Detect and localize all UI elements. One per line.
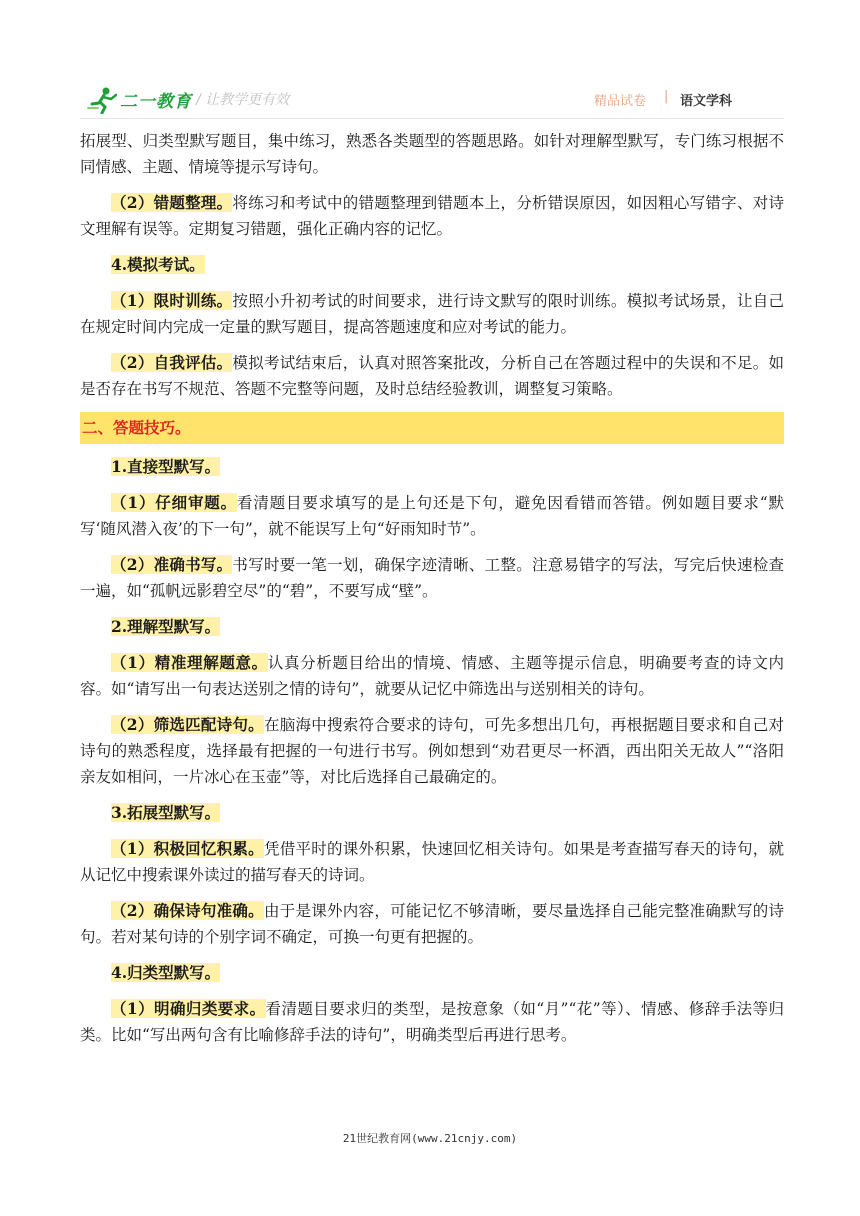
body-paragraph xyxy=(80,836,784,888)
paragraph-text: 书写时要一笔一划，确保字迹清晰、工整。注意易错字的写法，写完后快速检查一遍，如“孤帆远影碧空尽”的“碧”，不要写成“壁”。 xyxy=(80,556,784,600)
paragraph-text: 拓展型、归类型默写题目，集中练习，熟悉各类题型的答题思路。如针对理解型默写，专门练习根据不同情感、主题、情境等提示写诗句。 xyxy=(80,132,784,176)
paragraph-text: 模拟考试结束后，认真对照答案批改，分析自己在答题过程中的失误和不足。如是否存在书写不规范、答题不完整等问题，及时总结经验教训，调整复习策略。 xyxy=(80,354,784,398)
paragraph-lead: （1）明确归类要求。 xyxy=(111,999,266,1018)
subsection-heading-text: 2.理解型默写。 xyxy=(111,617,221,636)
body-paragraph xyxy=(80,712,784,790)
header-divider xyxy=(80,118,784,119)
subsection-heading xyxy=(80,252,784,278)
running-man-logo-icon xyxy=(86,86,120,114)
subsection-heading-text: 4.归类型默写。 xyxy=(111,963,221,982)
body-paragraph xyxy=(80,490,784,542)
body-paragraph xyxy=(80,650,784,702)
subsection-heading xyxy=(80,800,784,826)
paragraph-lead: （2）错题整理。 xyxy=(111,193,233,212)
brand-slogan: / 让教学更有效 xyxy=(196,92,290,108)
paragraph-lead: （2）筛选匹配诗句。 xyxy=(111,715,264,734)
paragraph-lead: （1）精准理解题意。 xyxy=(111,653,268,672)
paragraph-lead: （1）积极回忆积累。 xyxy=(111,839,264,858)
paragraph-text: 看清题目要求填写的是上句还是下句，避免因看错而答错。例如题目要求“默写‘随风潜入夜’的下一句”，就不能误写上句“好雨知时节”。 xyxy=(80,494,784,538)
subsection-heading xyxy=(80,960,784,986)
paragraph-lead: （1）限时训练。 xyxy=(111,291,233,310)
paragraph-lead: （1）仔细审题。 xyxy=(111,493,237,512)
paragraph-lead: （2）准确书写。 xyxy=(111,555,233,574)
page-footer: 21世纪教育网(www.21cnjy.com) xyxy=(342,1132,518,1145)
subsection-heading xyxy=(80,454,784,480)
body-paragraph xyxy=(80,288,784,340)
brand-name: 二一教育 xyxy=(120,92,192,112)
paragraph-text: 按照小升初考试的时间要求，进行诗文默写的限时训练。模拟考试场景，让自己在规定时间内完成一定量的默写题目，提高答题速度和应对考试的能力。 xyxy=(80,292,784,336)
body-paragraph xyxy=(80,128,784,180)
subsection-heading xyxy=(80,614,784,640)
body-paragraph xyxy=(80,350,784,402)
paragraph-text: 凭借平时的课外积累，快速回忆相关诗句。如果是考查描写春天的诗句，就从记忆中搜索课外读过的描写春天的诗词。 xyxy=(80,840,784,884)
subsection-heading-text: 1.直接型默写。 xyxy=(111,457,221,476)
section-heading: 二、答题技巧。 xyxy=(80,412,784,444)
header-tag-subject: 语文学科 xyxy=(680,94,733,109)
paragraph-text: 将练习和考试中的错题整理到错题本上，分析错误原因，如因粗心写错字、对诗文理解有误等。定期复习错题，强化正确内容的记忆。 xyxy=(80,194,784,238)
page-header xyxy=(80,84,784,116)
subsection-heading-text: 3.拓展型默写。 xyxy=(111,803,221,822)
paragraph-text: 在脑海中搜索符合要求的诗句，可先多想出几句，再根据题目要求和自己对诗句的熟悉程度，选择最有把握的一句进行书写。例如想到“劝君更尽一杯酒，西出阳关无故人”“洛阳亲友如相问，一片冰心在玉壶”等，对比后选择自己最确定的。 xyxy=(80,716,784,786)
body-paragraph xyxy=(80,552,784,604)
paragraph-text: 认真分析题目给出的情境、情感、主题等提示信息，明确要考查的诗文内容。如“请写出一句表达送别之情的诗句”，就要从记忆中筛选出与送别相关的诗句。 xyxy=(80,654,784,698)
body-paragraph xyxy=(80,996,784,1048)
subsection-heading-text: 4.模拟考试。 xyxy=(111,255,205,274)
body-paragraph xyxy=(80,190,784,242)
body-paragraph xyxy=(80,898,784,950)
document-body xyxy=(80,128,784,1058)
paragraph-lead: （2）自我评估。 xyxy=(111,353,233,372)
paragraph-text: 看清题目要求归的类型，是按意象（如“月”“花”等）、情感、修辞手法等归类。比如“写出两句含有比喻修辞手法的诗句”，明确类型后再进行思考。 xyxy=(80,1000,784,1044)
paragraph-text: 由于是课外内容，可能记忆不够清晰，要尽量选择自己能完整准确默写的诗句。若对某句诗的个别字词不确定，可换一句更有把握的。 xyxy=(80,902,784,946)
header-separator: | xyxy=(664,89,669,104)
header-tag-quality: 精品试卷 xyxy=(594,94,647,109)
paragraph-lead: （2）确保诗句准确。 xyxy=(111,901,264,920)
